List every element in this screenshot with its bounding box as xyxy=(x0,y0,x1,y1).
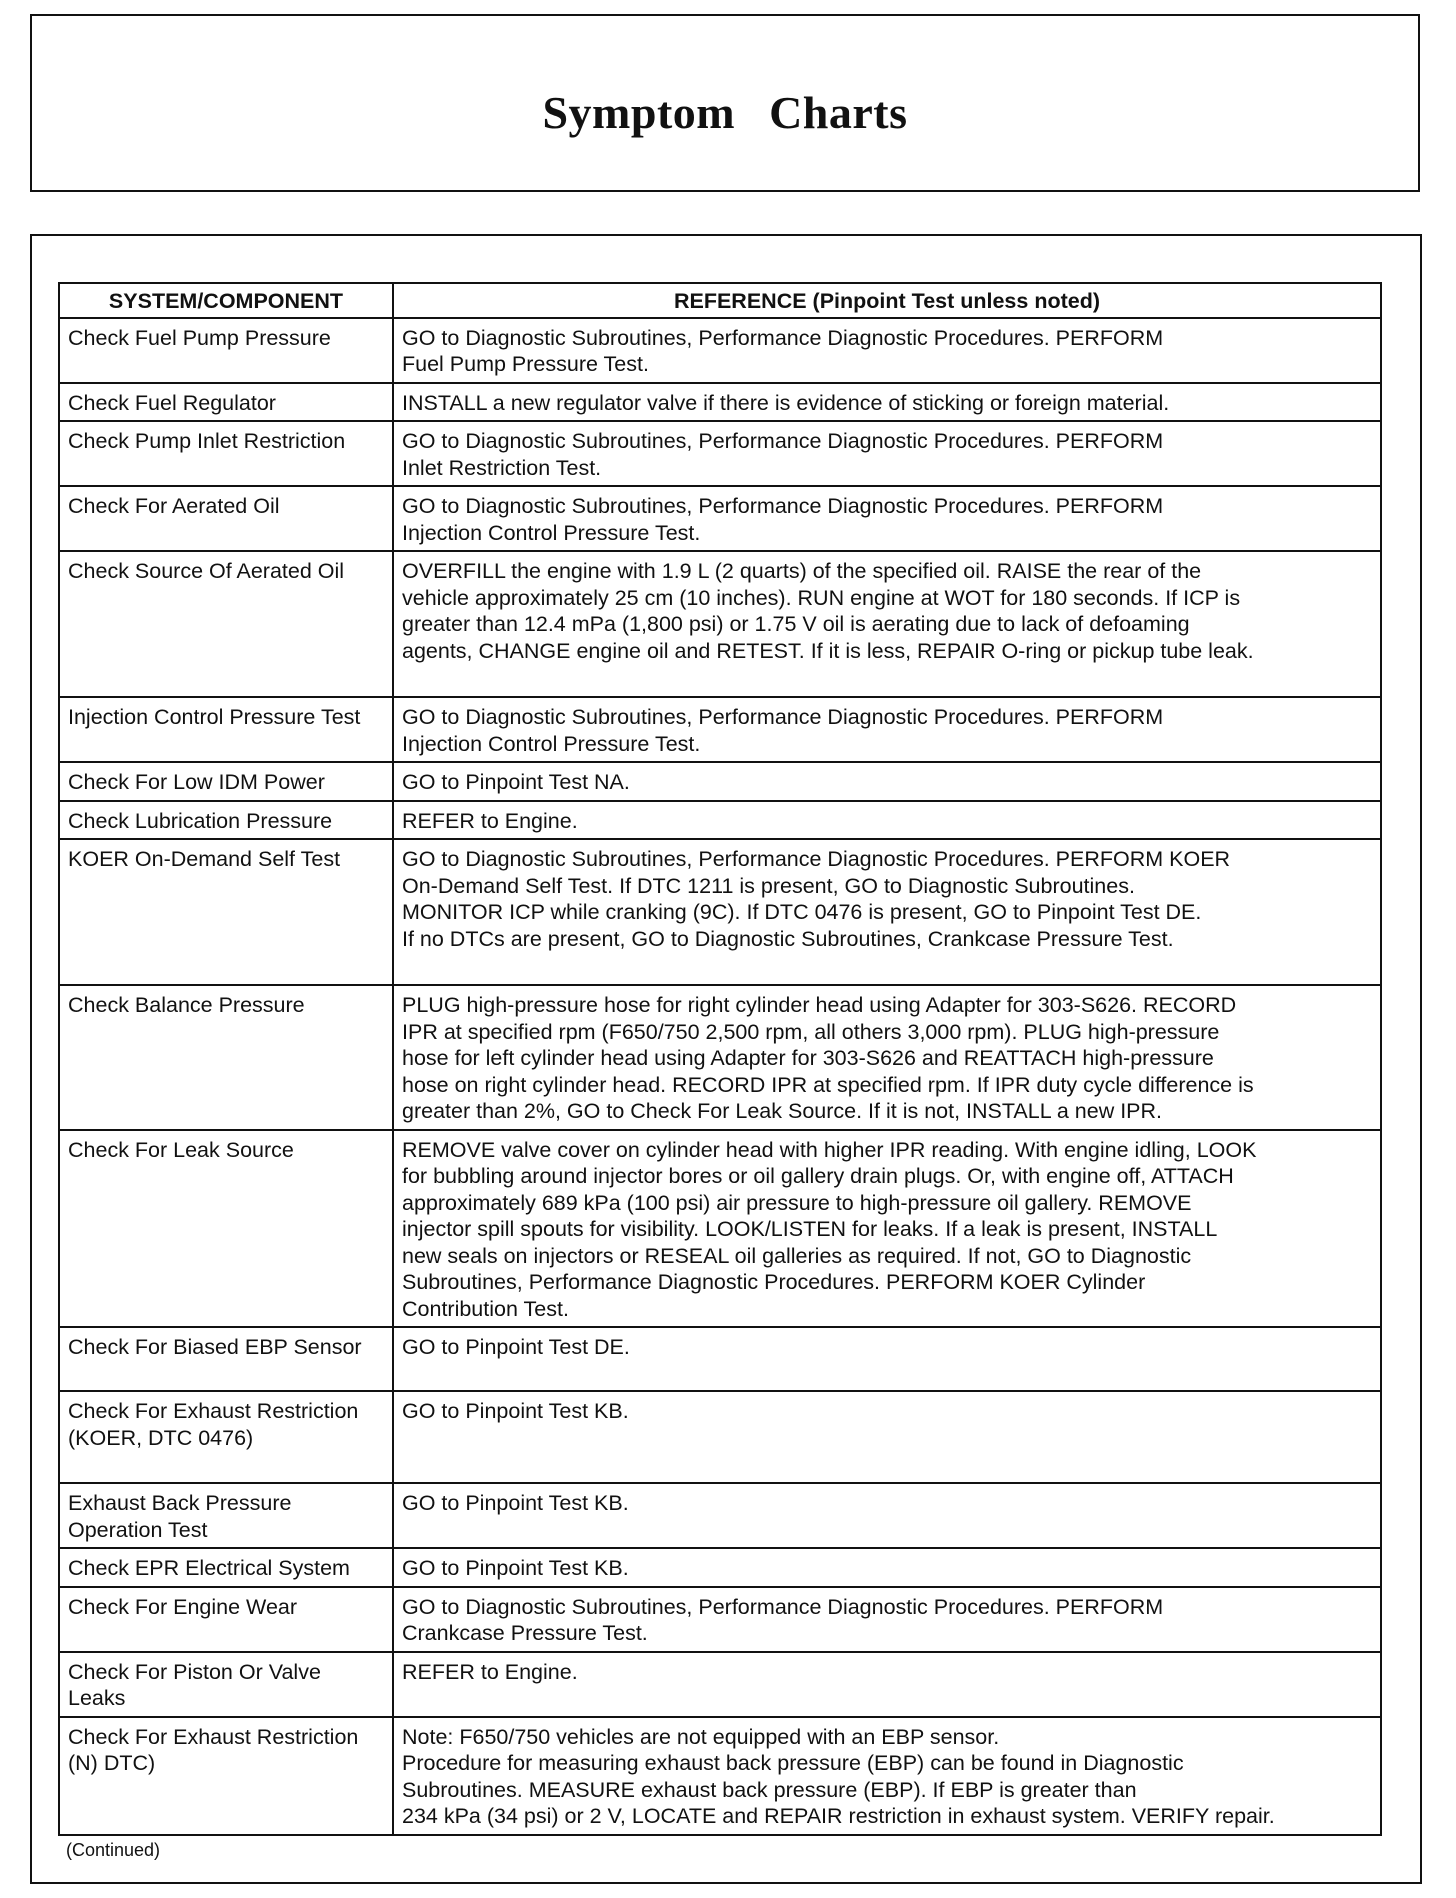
table-row xyxy=(59,1391,1381,1483)
table-row xyxy=(59,551,1381,697)
reference-cell: GO to Diagnostic Subroutines, Performance Diagnostic Procedures. PERFORM KOER On-Demand Self Test. If DTC 1211 is present, GO to Diagnostic Subroutines. MONITOR ICP while cranking (9C). If DTC 0476 is present, GO to Pinpoint Test DE. If no DTCs are present, GO to Diagnostic Subroutines, Crankcase Pressure Test. xyxy=(393,839,1381,985)
reference-cell: PLUG high-pressure hose for right cylinder head using Adapter for 303-S626. RECORD IPR at specified rpm (F650/750 2,500 rpm, all others 3,000 rpm). PLUG high-pressure hose for left cylinder head using Adapter for 303-S626 and REATTACH high-pressure hose on right cylinder head. RECORD IPR at specified rpm. If IPR duty cycle difference is greater than 2%, GO to Check For Leak Source. If it is not, INSTALL a new IPR. xyxy=(393,985,1381,1130)
system-cell: Check For Exhaust Restriction (N) DTC) xyxy=(59,1717,393,1835)
column-header-system: SYSTEM/COMPONENT xyxy=(59,283,393,318)
system-cell: Check Lubrication Pressure xyxy=(59,801,393,840)
reference-cell: GO to Pinpoint Test KB. xyxy=(393,1391,1381,1483)
reference-cell: GO to Diagnostic Subroutines, Performance Diagnostic Procedures. PERFORM Fuel Pump Pressure Test. xyxy=(393,318,1381,383)
system-cell: Check For Piston Or Valve Leaks xyxy=(59,1652,393,1717)
reference-cell: GO to Pinpoint Test NA. xyxy=(393,762,1381,801)
reference-cell: GO to Diagnostic Subroutines, Performance Diagnostic Procedures. PERFORM Inlet Restriction Test. xyxy=(393,421,1381,486)
table-row xyxy=(59,1717,1381,1835)
reference-cell: REFER to Engine. xyxy=(393,801,1381,840)
system-cell: Check For Exhaust Restriction (KOER, DTC 0476) xyxy=(59,1391,393,1483)
table-row xyxy=(59,1483,1381,1548)
continued-label: (Continued) xyxy=(66,1840,161,1860)
table-row xyxy=(59,801,1381,840)
table-row xyxy=(59,1327,1381,1391)
reference-cell: GO to Diagnostic Subroutines, Performance Diagnostic Procedures. PERFORM Injection Control Pressure Test. xyxy=(393,697,1381,762)
table-row xyxy=(59,318,1381,383)
table-row xyxy=(59,421,1381,486)
table-row xyxy=(59,1652,1381,1717)
table-row xyxy=(59,839,1381,985)
reference-cell: OVERFILL the engine with 1.9 L (2 quarts) of the specified oil. RAISE the rear of the vehicle approximately 25 cm (10 inches). RUN engine at WOT for 180 seconds. If ICP is greater than 12.4 mPa (1,800 psi) or 1.75 V oil is aerating due to lack of defoaming agents, CHANGE engine oil and RETEST. If it is less, REPAIR O-ring or pickup tube leak. xyxy=(393,551,1381,697)
table-row xyxy=(59,762,1381,801)
table-row xyxy=(59,486,1381,551)
system-cell: Check Fuel Regulator xyxy=(59,383,393,422)
system-cell: Check For Leak Source xyxy=(59,1130,393,1328)
table-row xyxy=(59,985,1381,1130)
symptom-chart-table xyxy=(58,282,1382,1836)
reference-cell: GO to Diagnostic Subroutines, Performance Diagnostic Procedures. PERFORM Injection Control Pressure Test. xyxy=(393,486,1381,551)
reference-cell: GO to Pinpoint Test KB. xyxy=(393,1548,1381,1587)
reference-cell: GO to Diagnostic Subroutines, Performance Diagnostic Procedures. PERFORM Crankcase Pressure Test. xyxy=(393,1587,1381,1652)
table-row xyxy=(59,383,1381,422)
page-title: Symptom Charts xyxy=(542,87,908,138)
reference-cell: REFER to Engine. xyxy=(393,1652,1381,1717)
system-cell: Check Source Of Aerated Oil xyxy=(59,551,393,697)
system-cell: Check For Low IDM Power xyxy=(59,762,393,801)
system-cell: Check Balance Pressure xyxy=(59,985,393,1130)
system-cell: Check For Aerated Oil xyxy=(59,486,393,551)
column-header-reference: REFERENCE (Pinpoint Test unless noted) xyxy=(393,283,1381,318)
reference-cell: GO to Pinpoint Test KB. xyxy=(393,1483,1381,1548)
reference-cell: GO to Pinpoint Test DE. xyxy=(393,1327,1381,1391)
chart-frame xyxy=(30,234,1422,1884)
system-cell: Check EPR Electrical System xyxy=(59,1548,393,1587)
table-row xyxy=(59,697,1381,762)
table-header-row xyxy=(59,283,1381,318)
reference-cell: INSTALL a new regulator valve if there is evidence of sticking or foreign material. xyxy=(393,383,1381,422)
system-cell: Exhaust Back Pressure Operation Test xyxy=(59,1483,393,1548)
reference-cell: Note: F650/750 vehicles are not equipped with an EBP sensor. Procedure for measuring exhaust back pressure (EBP) can be found in Diagnostic Subroutines. MEASURE exhaust back pressure (EBP). If EBP is greater than 234 kPa (34 psi) or 2 V, LOCATE and REPAIR restriction in exhaust system. VERIFY repair. xyxy=(393,1717,1381,1835)
system-cell: Check For Engine Wear xyxy=(59,1587,393,1652)
system-cell: Check For Biased EBP Sensor xyxy=(59,1327,393,1391)
table-row xyxy=(59,1587,1381,1652)
title-box xyxy=(30,14,1420,192)
system-cell: Check Fuel Pump Pressure xyxy=(59,318,393,383)
table-row xyxy=(59,1130,1381,1328)
system-cell: Check Pump Inlet Restriction xyxy=(59,421,393,486)
system-cell: KOER On-Demand Self Test xyxy=(59,839,393,985)
reference-cell: REMOVE valve cover on cylinder head with higher IPR reading. With engine idling, LOOK for bubbling around injector bores or oil gallery drain plugs. Or, with engine off, ATTACH approximately 689 kPa (100 psi) air pressure to high-pressure oil gallery. REMOVE injector spill spouts for visibility. LOOK/LISTEN for leaks. If a leak is present, INSTALL new seals on injectors or RESEAL oil galleries as required. If not, GO to Diagnostic Subroutines, Performance Diagnostic Procedures. PERFORM KOER Cylinder Contribution Test. xyxy=(393,1130,1381,1328)
table-row xyxy=(59,1548,1381,1587)
system-cell: Injection Control Pressure Test xyxy=(59,697,393,762)
